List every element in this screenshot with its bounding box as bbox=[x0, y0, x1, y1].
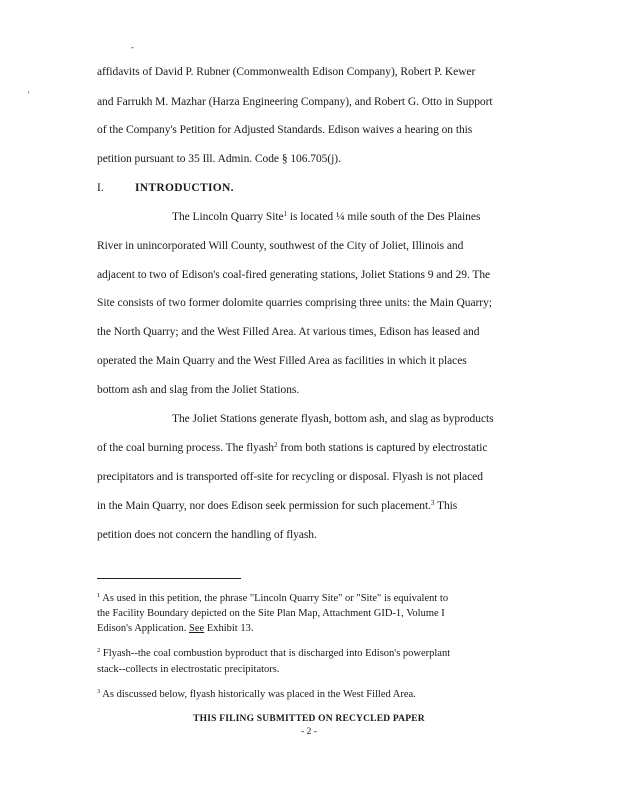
para2-text: in the Main Quarry, nor does Edison seek permission for such placement. bbox=[97, 500, 431, 512]
body-text-line bbox=[97, 500, 457, 512]
body-text-line: petition pursuant to 35 Ill. Admin. Code § 106.705(j). bbox=[97, 153, 341, 165]
body-text-line: petition does not concern the handling of flyash. bbox=[97, 529, 317, 541]
section-heading bbox=[97, 182, 234, 194]
footnote-ref: 2 bbox=[274, 441, 278, 449]
para2-text: This bbox=[434, 500, 458, 512]
section-title: INTRODUCTION. bbox=[135, 182, 234, 194]
body-text-line: The Joliet Stations generate flyash, bottom ash, and slag as byproducts bbox=[172, 413, 494, 425]
page-number: - 2 - bbox=[301, 727, 317, 737]
para2-text: from both stations is captured by electrostatic bbox=[277, 442, 488, 454]
footnote-marker: 2 bbox=[97, 647, 101, 654]
footnote-2 bbox=[97, 646, 450, 662]
footnote-text: Exhibit 13. bbox=[204, 623, 254, 634]
body-text-line: and Farrukh M. Mazhar (Harza Engineering Company), and Robert G. Otto in Support bbox=[97, 96, 493, 108]
body-text-line: operated the Main Quarry and the West Filled Area as facilities in which it places bbox=[97, 355, 467, 367]
body-text-line: of the Company's Petition for Adjusted Standards. Edison waives a hearing on this bbox=[97, 124, 473, 136]
see-signal: See bbox=[189, 623, 205, 634]
footnote-text: stack--collects in electrostatic precipitators. bbox=[97, 664, 280, 675]
footnote-text bbox=[97, 621, 253, 637]
footnote-ref: 1 bbox=[283, 210, 288, 218]
para1-text: is located ¼ mile south of the Des Plaines bbox=[287, 211, 481, 223]
body-text-line: Site consists of two former dolomite quarries comprising three units: the Main Quarry; bbox=[97, 297, 492, 309]
footnote-marker: 3 bbox=[97, 688, 101, 695]
body-text-line bbox=[97, 442, 487, 454]
body-text-line: River in unincorporated Will County, southwest of the City of Joliet, Illinois and bbox=[97, 240, 464, 252]
footnote-separator bbox=[97, 578, 241, 579]
footnote-text: the Facility Boundary depicted on the Site Plan Map, Attachment GID-1, Volume I bbox=[97, 608, 445, 619]
section-number: I. bbox=[97, 182, 104, 194]
scan-speck-mark: ' bbox=[28, 90, 30, 100]
body-text-line: the North Quarry; and the West Filled Area. At various times, Edison has leased and bbox=[97, 326, 480, 338]
footnote-1 bbox=[97, 591, 448, 607]
footnote-3 bbox=[97, 687, 416, 703]
recycled-paper-notice: THIS FILING SUBMITTED ON RECYCLED PAPER bbox=[193, 714, 425, 724]
para2-text: of the coal burning process. The flyash bbox=[97, 442, 274, 454]
body-text-line: precipitators and is transported off-site for recycling or disposal. Flyash is not placed bbox=[97, 471, 483, 483]
footnote-text: Edison's Application. bbox=[97, 623, 190, 634]
footnote-text: Flyash--the coal combustion byproduct that is discharged into Edison's powerplant bbox=[100, 648, 451, 659]
scan-speck-mark: - bbox=[131, 42, 134, 52]
footnote-marker: 1 bbox=[97, 592, 101, 599]
footnote-ref: 3 bbox=[430, 499, 435, 507]
footnote-text: As used in this petition, the phrase "Lincoln Quarry Site" or "Site" is equivalent to bbox=[100, 593, 449, 604]
body-text-line: affidavits of David P. Rubner (Commonwealth Edison Company), Robert P. Kewer bbox=[97, 66, 476, 78]
footnote-text: As discussed below, flyash historically was placed in the West Filled Area. bbox=[100, 689, 416, 700]
para1-text: The Lincoln Quarry Site bbox=[172, 211, 284, 223]
body-text-line: adjacent to two of Edison's coal-fired generating stations, Joliet Stations 9 and 29. The bbox=[97, 269, 491, 281]
para1-first-line bbox=[172, 211, 480, 223]
body-text-line: bottom ash and slag from the Joliet Stations. bbox=[97, 384, 300, 396]
